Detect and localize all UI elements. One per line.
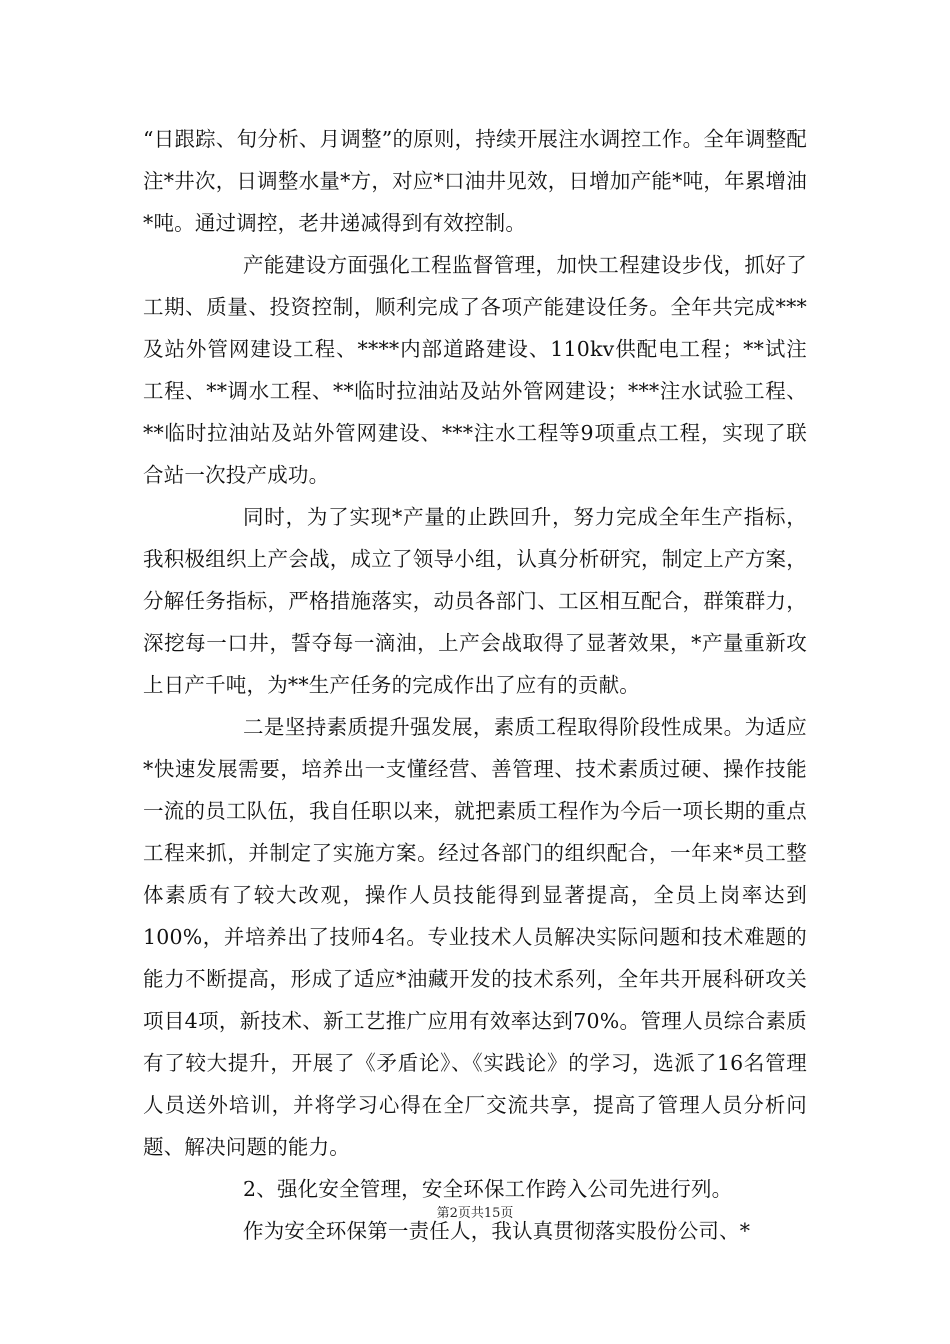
page-footer: 第2页共15页 bbox=[436, 1206, 514, 1221]
paragraph-safety-body: 作为安全环保第一责任人，我认真贯彻落实股份公司、* bbox=[243, 1219, 751, 1243]
paragraph-continuation: “日跟踪、旬分析、月调整”的原则，持续开展注水调控工作。全年调整配注*井次，日调整水量*方，对应*口油井见效，日增加产能*吨，年累增油*吨。通过调控，老井递减得到有效控制。 bbox=[143, 127, 807, 235]
body-text bbox=[143, 118, 807, 1252]
paragraph-safety-heading: 2、强化安全管理，安全环保工作跨入公司先进行列。 bbox=[243, 1177, 733, 1201]
paragraph-quality-project: 二是坚持素质提升强发展，素质工程取得阶段性成果。为适应*快速发展需要，培养出一支懂经营、善管理、技术素质过硬、操作技能一流的员工队伍，我自任职以来，就把素质工程作为今后一项长期的重点工程来抓，并制定了实施方案。经过各部门的组织配合，一年来*员工整体素质有了较大改观，操作人员技能得到显著提高，全员上岗率达到100%，并培养出了技师4名。专业技术人员解决实际问题和技术难题的能力不断提高，形成了适应*油藏开发的技术系列，全年共开展科研攻关项目4项，新技术、新工艺推广应用有效率达到70%。管理人员综合素质有了较大提升，开展了《矛盾论》、《实践论》的学习，选派了16名管理人员送外培训，并将学习心得在全厂交流共享，提高了管理人员分析问题、解决问题的能力。 bbox=[143, 715, 807, 1159]
paragraph-capacity-construction: 产能建设方面强化工程监督管理，加快工程建设步伐，抓好了工期、质量、投资控制，顺利完成了各项产能建设任务。全年共完成***及站外管网建设工程、****内部道路建设、110kv供配电工程；**试注工程、**调水工程、**临时拉油站及站外管网建设；***注水试验工程、**临时拉油站及站外管网建设、***注水工程等9项重点工程，实现了联合站一次投产成功。 bbox=[143, 253, 807, 487]
paragraph-production-campaign: 同时，为了实现*产量的止跌回升，努力完成全年生产指标，我积极组织上产会战，成立了领导小组，认真分析研究，制定上产方案，分解任务指标，严格措施落实，动员各部门、工区相互配合，群策群力，深挖每一口井，誓夺每一滴油，上产会战取得了显著效果，*产量重新攻上日产千吨，为**生产任务的完成作出了应有的贡献。 bbox=[143, 505, 807, 697]
